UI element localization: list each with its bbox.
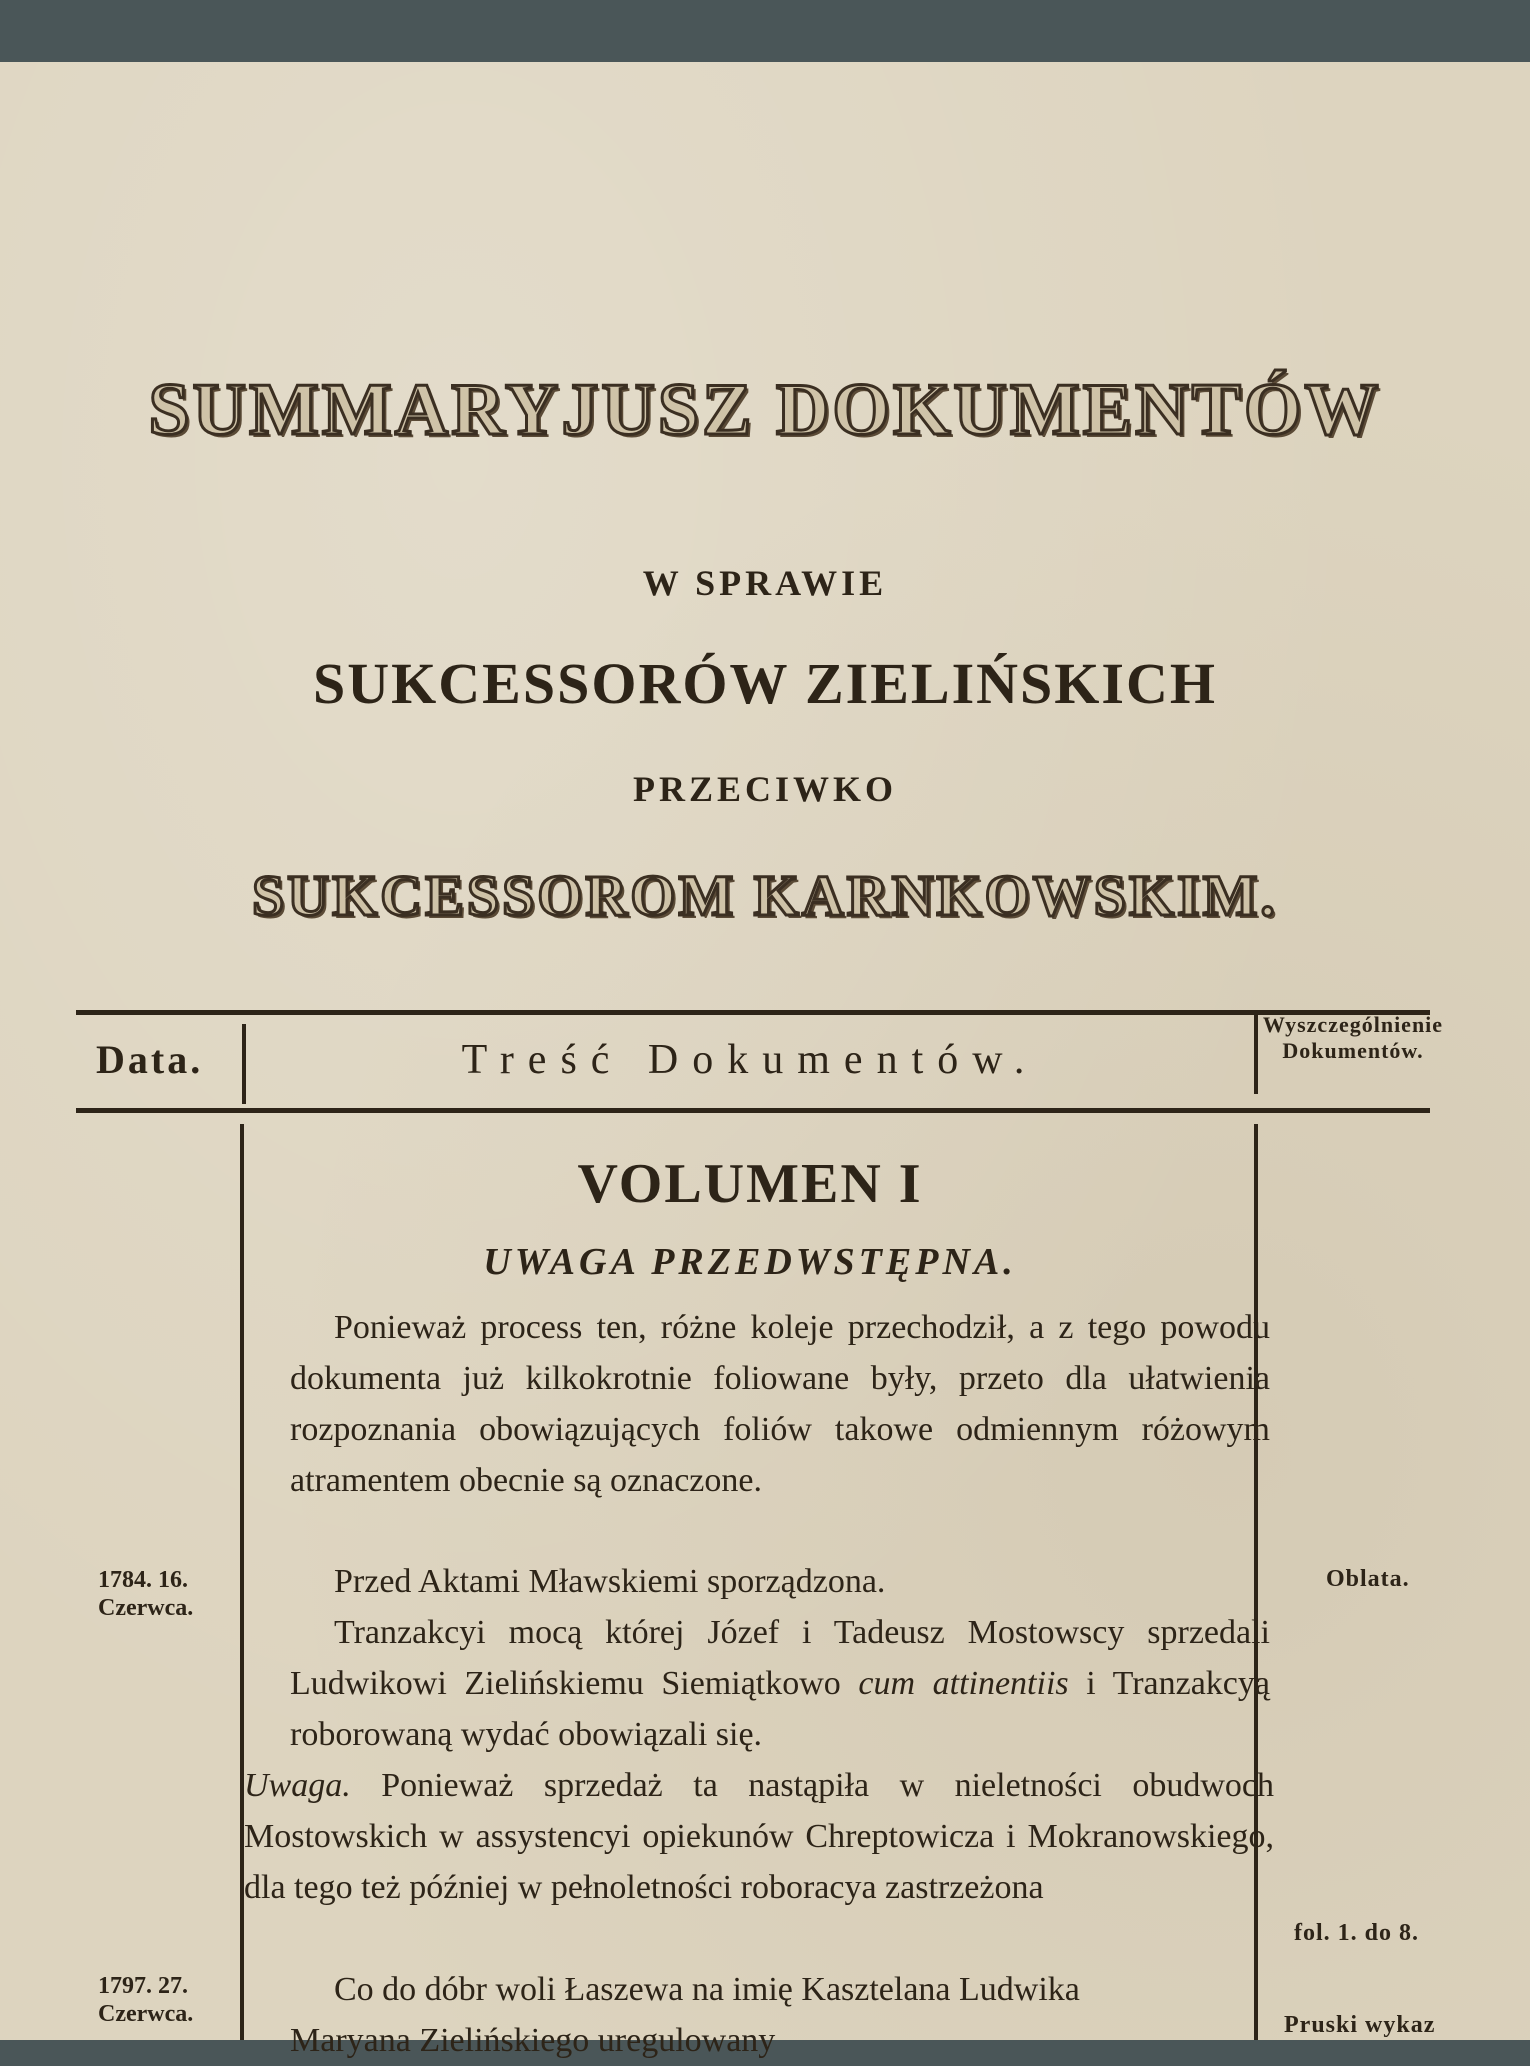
entry-note-text: Ponieważ sprzedaż ta nastąpiła w nieletności obudwoch Mostowskich w assystencyi opiekunów Chreptowicza i Mokranowskiego, dla tego też później w pełnoletności roboracya zastrzeżona <box>244 1767 1274 1906</box>
preliminary-note-paragraph: Ponieważ process ten, różne koleje przechodził, a z tego powodu dokumenta już kilkokrotnie foliowane były, przeto dla ułatwienia rozpoznania obowiązujących foliów takowe odmiennym różowym atramentem obecnie są oznaczone. <box>290 1309 1270 1499</box>
spec-note-pruski: Pruski wykaz <box>1284 2012 1436 2038</box>
column-header-specification: Wyszczególnienie Dokumentów. <box>1262 1012 1444 1063</box>
entry-paragraph-2-latin: cum attinentiis <box>858 1665 1069 1702</box>
subtitle-defendants: SUKCESSOROM KARNKOWSKIM. <box>252 863 1278 928</box>
entry-note-label: Uwaga. <box>244 1767 351 1804</box>
table-top-rule <box>76 1010 1430 1015</box>
entry-paragraph-2-lead: Tranzakcyi mocą której Józef i Tadeusz Mostowscy sprzedali Ludwikowi Zielińskiemu Siemiątkowo <box>290 1614 1270 1702</box>
subtitle-plaintiffs: SUKCESSORÓW ZIELIŃSKICH <box>313 651 1217 716</box>
entry-paragraph-3: Co do dóbr woli Łaszewa na imię Kasztelana Ludwika <box>334 1971 1080 2008</box>
column-header-content: Treść Dokumentów. <box>461 1037 1039 1083</box>
spec-note-folio: fol. 1. do 8. <box>1294 1920 1420 1946</box>
header-divider-right <box>1254 1014 1258 1094</box>
entry-date-1 <box>98 1566 193 1622</box>
entry-paragraph-2 <box>290 1607 1270 1760</box>
entry-date-2-month: Czerwca. <box>98 2001 194 2027</box>
header-divider-left <box>242 1024 246 1104</box>
entry-date-1-month: Czerwca. <box>98 1595 194 1621</box>
subtitle-w-sprawie: W SPRAWIE <box>642 563 888 603</box>
entry-note-paragraph <box>244 1760 1274 1913</box>
preliminary-note-title: UWAGA PRZEDWSTĘPNA. <box>483 1241 1017 1283</box>
spec-note-oblata: Oblata. <box>1326 1566 1410 1592</box>
entry-paragraph-3-continued: Maryana Zielińskiego uregulowany <box>290 2022 776 2059</box>
entry-paragraph-1: Przed Aktami Mławskiemi sporządzona. <box>334 1563 886 1600</box>
subtitle-przeciwko: PRZECIWKO <box>632 769 898 809</box>
entry-date-1-day: 1784. 16. <box>98 1567 188 1593</box>
entry-date-2-day: 1797. 27. <box>98 1973 188 1999</box>
column-header-date: Data. <box>96 1037 204 1082</box>
entry-date-2 <box>98 1972 193 2028</box>
table-header-rule <box>76 1108 1430 1113</box>
volume-title: VOLUMEN I <box>577 1153 923 1215</box>
document-title: SUMMARYJUSZ DOKUMENTÓW <box>148 369 1382 451</box>
entry-paragraph-2-tail: i Tranzakcyą roborowaną wydać obowiązali się. <box>290 1665 1270 1753</box>
